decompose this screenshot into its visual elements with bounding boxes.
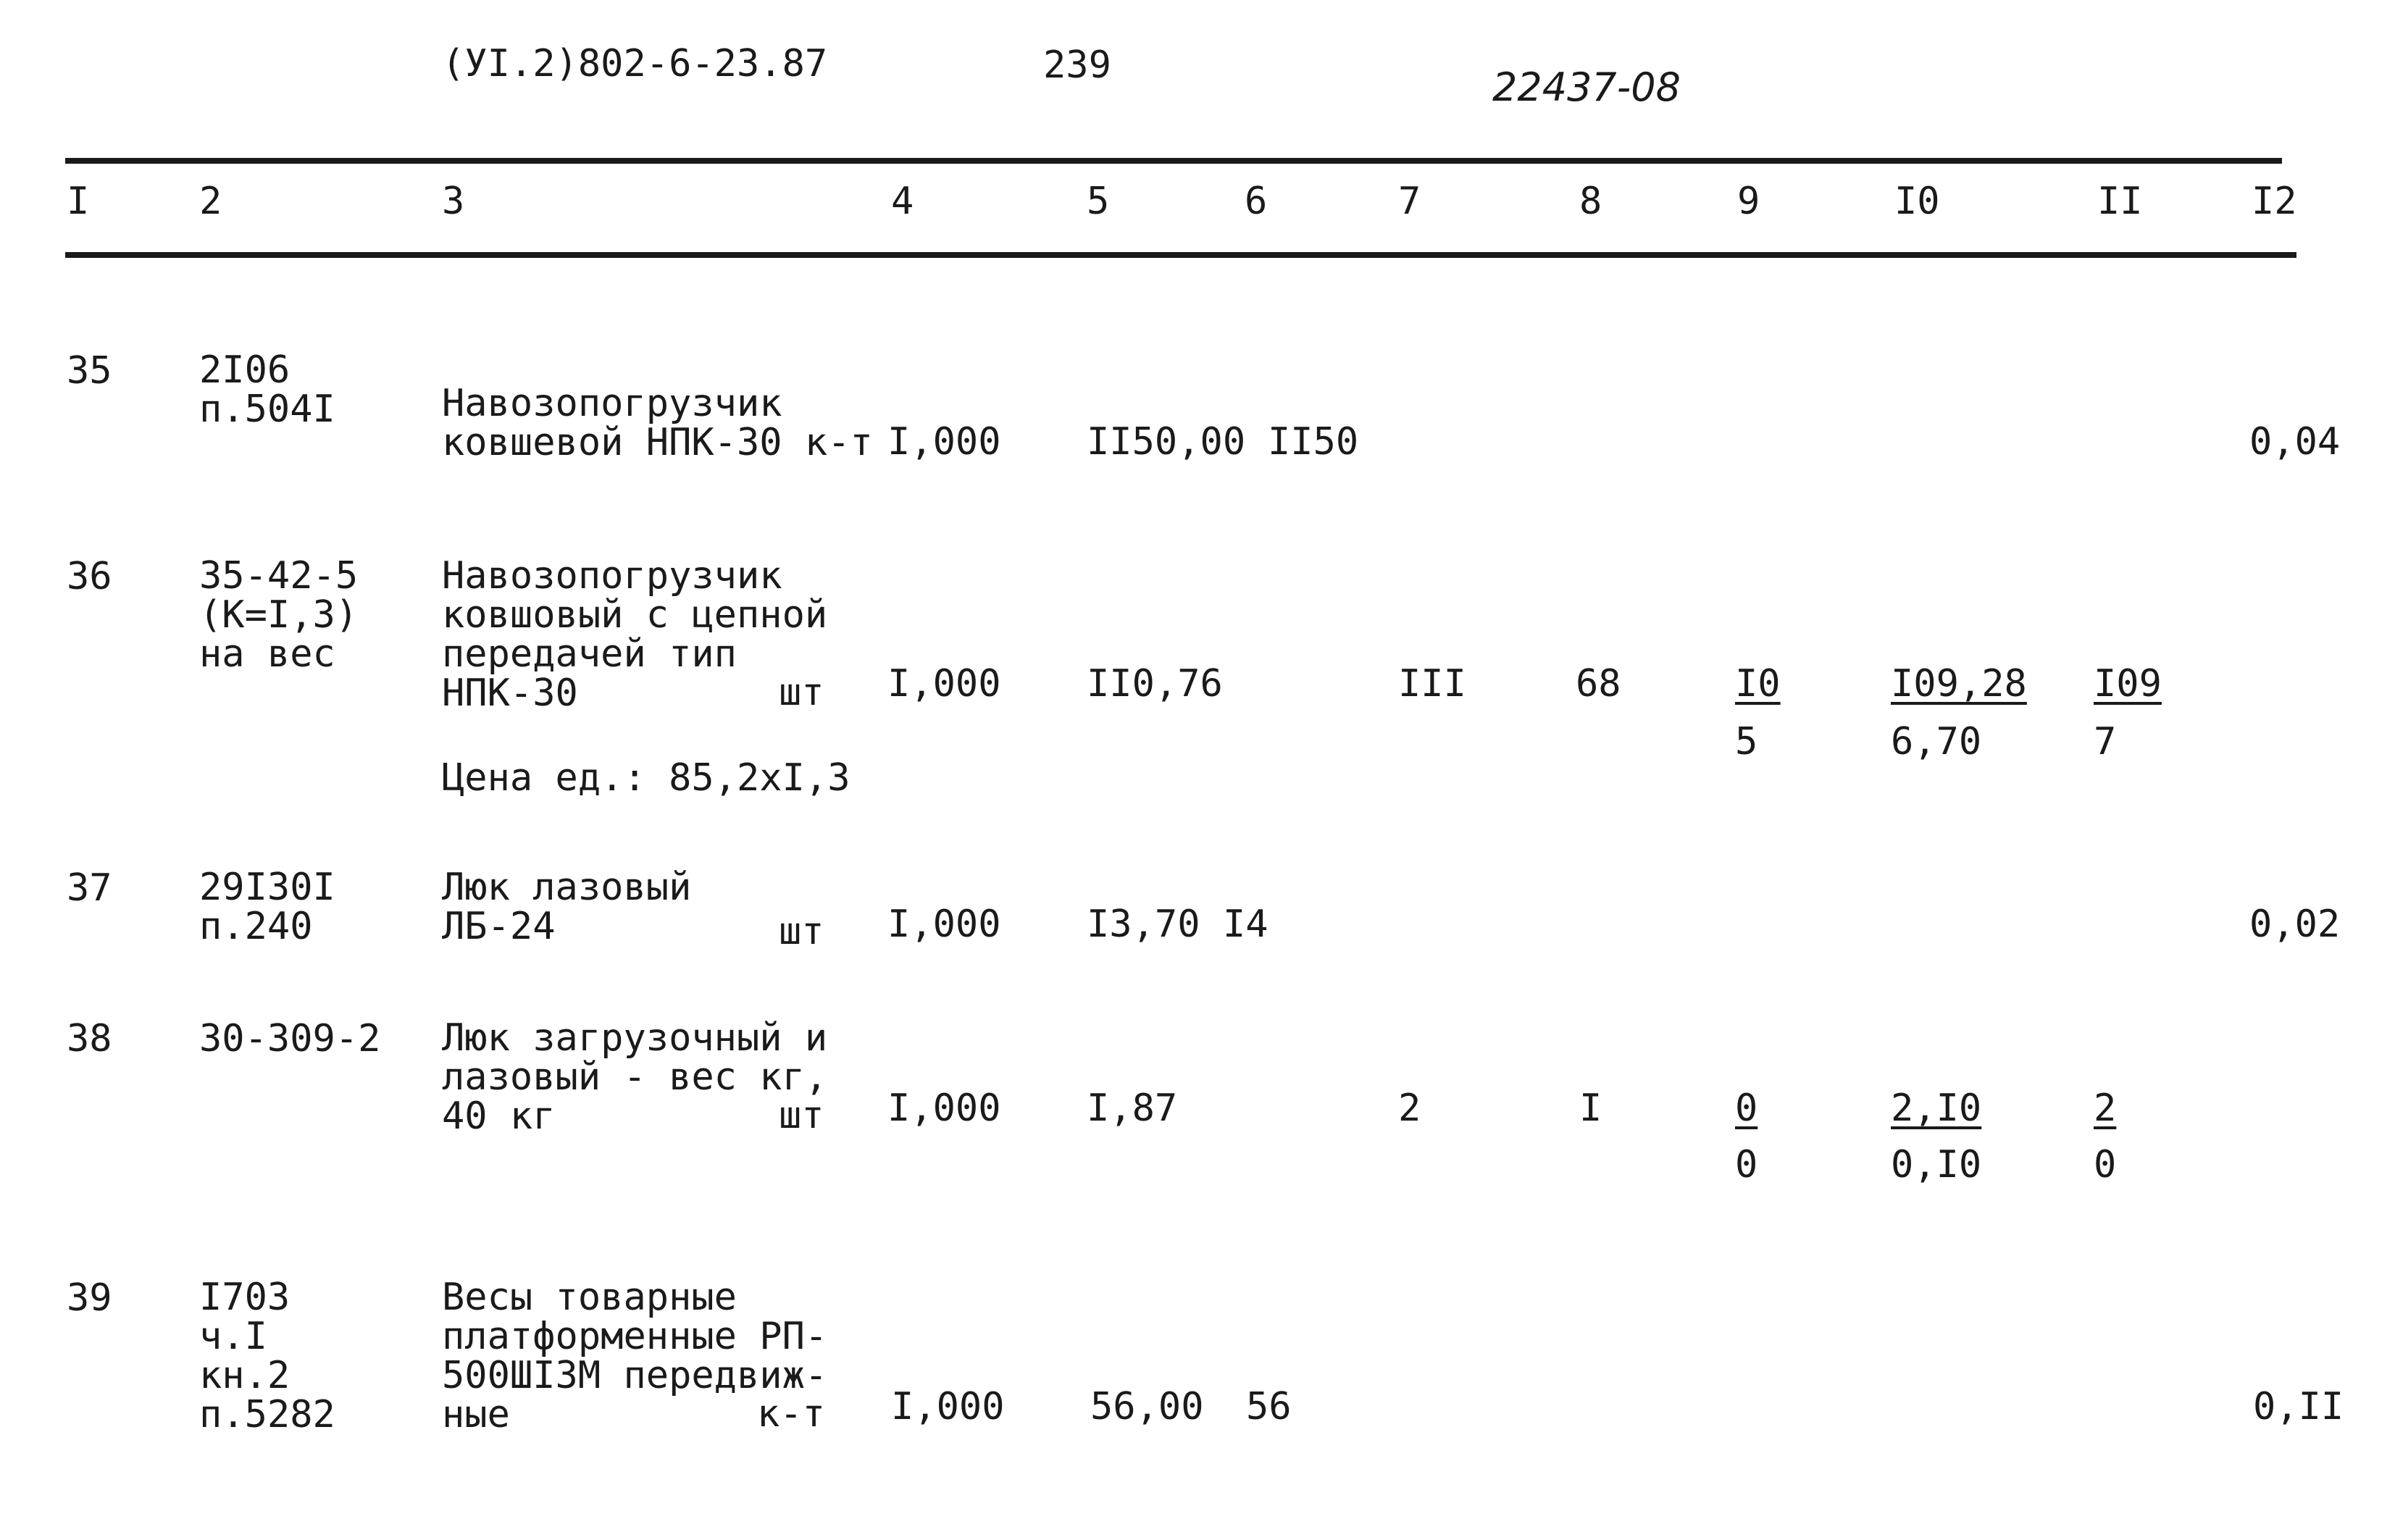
weight-value: 0,II	[2253, 1385, 2344, 1428]
col8-value: 68	[1576, 662, 1621, 706]
col7-value: 2	[1398, 1087, 1421, 1130]
unit-of-measure: шт	[779, 1094, 824, 1137]
col11-lower-value: 0	[2094, 1143, 2117, 1187]
column-header: 8	[1579, 180, 1602, 223]
column-header: 2	[199, 180, 222, 223]
col11-lower-value: 7	[2094, 720, 2117, 763]
col10-upper-value: I09,28	[1891, 662, 2027, 706]
unit-cost: II50,00	[1087, 420, 1246, 464]
row-number: 36	[67, 555, 112, 598]
column-header: II	[2097, 180, 2143, 223]
col9-upper-value: 0	[1735, 1087, 1758, 1130]
unit-of-measure: к-т	[757, 1392, 825, 1436]
item-name: Люк лазовый ЛБ-24	[442, 866, 692, 948]
col10-lower-value: 6,70	[1891, 720, 1982, 763]
weight-value: 0,02	[2249, 903, 2341, 946]
unit-cost: I,87	[1087, 1087, 1178, 1130]
quantity: I,000	[887, 420, 1001, 464]
col8-value: I	[1579, 1087, 1602, 1130]
col9-lower-value: 5	[1735, 720, 1758, 763]
unit-cost: I3,70	[1087, 903, 1200, 946]
column-header: 5	[1087, 180, 1110, 223]
item-name: Весы товарные платформенные РП- 500ШI3М передвиж- ные	[442, 1276, 828, 1436]
price-reference: 2I06 п.504I	[199, 348, 335, 431]
quantity: I,000	[887, 662, 1001, 706]
unit-of-measure: шт	[779, 671, 824, 714]
top-rule	[65, 158, 2282, 164]
total-cost: I4	[1223, 903, 1268, 946]
total-cost: 56	[1246, 1385, 1292, 1428]
header-bottom-rule	[65, 252, 2296, 258]
price-reference: 30-309-2	[199, 1017, 381, 1060]
document-code: (УI.2)802-6-23.87	[442, 42, 828, 85]
weight-value: 0,04	[2249, 420, 2341, 464]
column-header: 9	[1737, 180, 1760, 223]
item-name: Навозопогрузчик ковшовый с цепной передачей тип НПК-30	[442, 554, 828, 715]
total-cost: II50	[1268, 420, 1359, 464]
col10-lower-value: 0,I0	[1891, 1143, 1982, 1187]
column-header: 6	[1245, 180, 1268, 223]
row-number: 37	[67, 866, 112, 910]
quantity: I,000	[887, 1087, 1001, 1130]
col7-value: III	[1398, 662, 1466, 706]
column-header: I2	[2252, 180, 2297, 223]
column-header: I0	[1894, 180, 1940, 223]
quantity: I,000	[891, 1385, 1005, 1428]
item-name: Люк загрузочный и лазовый - вес кг, 40 кг	[442, 1016, 828, 1138]
quantity: I,000	[887, 903, 1001, 946]
row-number: 38	[67, 1017, 112, 1060]
col11-upper-value: I09	[2094, 662, 2162, 706]
column-header: I	[67, 180, 90, 223]
price-reference: 29I30I п.240	[199, 866, 335, 948]
col10-upper-value: 2,I0	[1891, 1087, 1982, 1130]
price-note: Цена ед.: 85,2хI,3	[442, 756, 850, 800]
col9-upper-value: I0	[1735, 662, 1781, 706]
row-number: 39	[67, 1276, 112, 1320]
col9-lower-value: 0	[1735, 1143, 1758, 1187]
unit-cost: II0,76	[1087, 662, 1223, 706]
column-header: 4	[891, 180, 914, 223]
column-header: 7	[1398, 180, 1421, 223]
unit-cost: 56,00	[1090, 1385, 1204, 1428]
page-number: 239	[1043, 43, 1111, 87]
column-header: 3	[442, 180, 465, 223]
row-number: 35	[67, 349, 112, 393]
item-name: Навозопогрузчик ковшевой НПК-30 к-т	[442, 382, 873, 464]
price-reference: 35-42-5 (К=I,3) на вес	[199, 554, 359, 676]
col11-upper-value: 2	[2094, 1087, 2117, 1130]
archive-stamp-number: 22437-08	[1492, 64, 1681, 110]
unit-of-measure: шт	[779, 910, 824, 953]
price-reference: I703 ч.I кн.2 п.5282	[199, 1276, 335, 1436]
